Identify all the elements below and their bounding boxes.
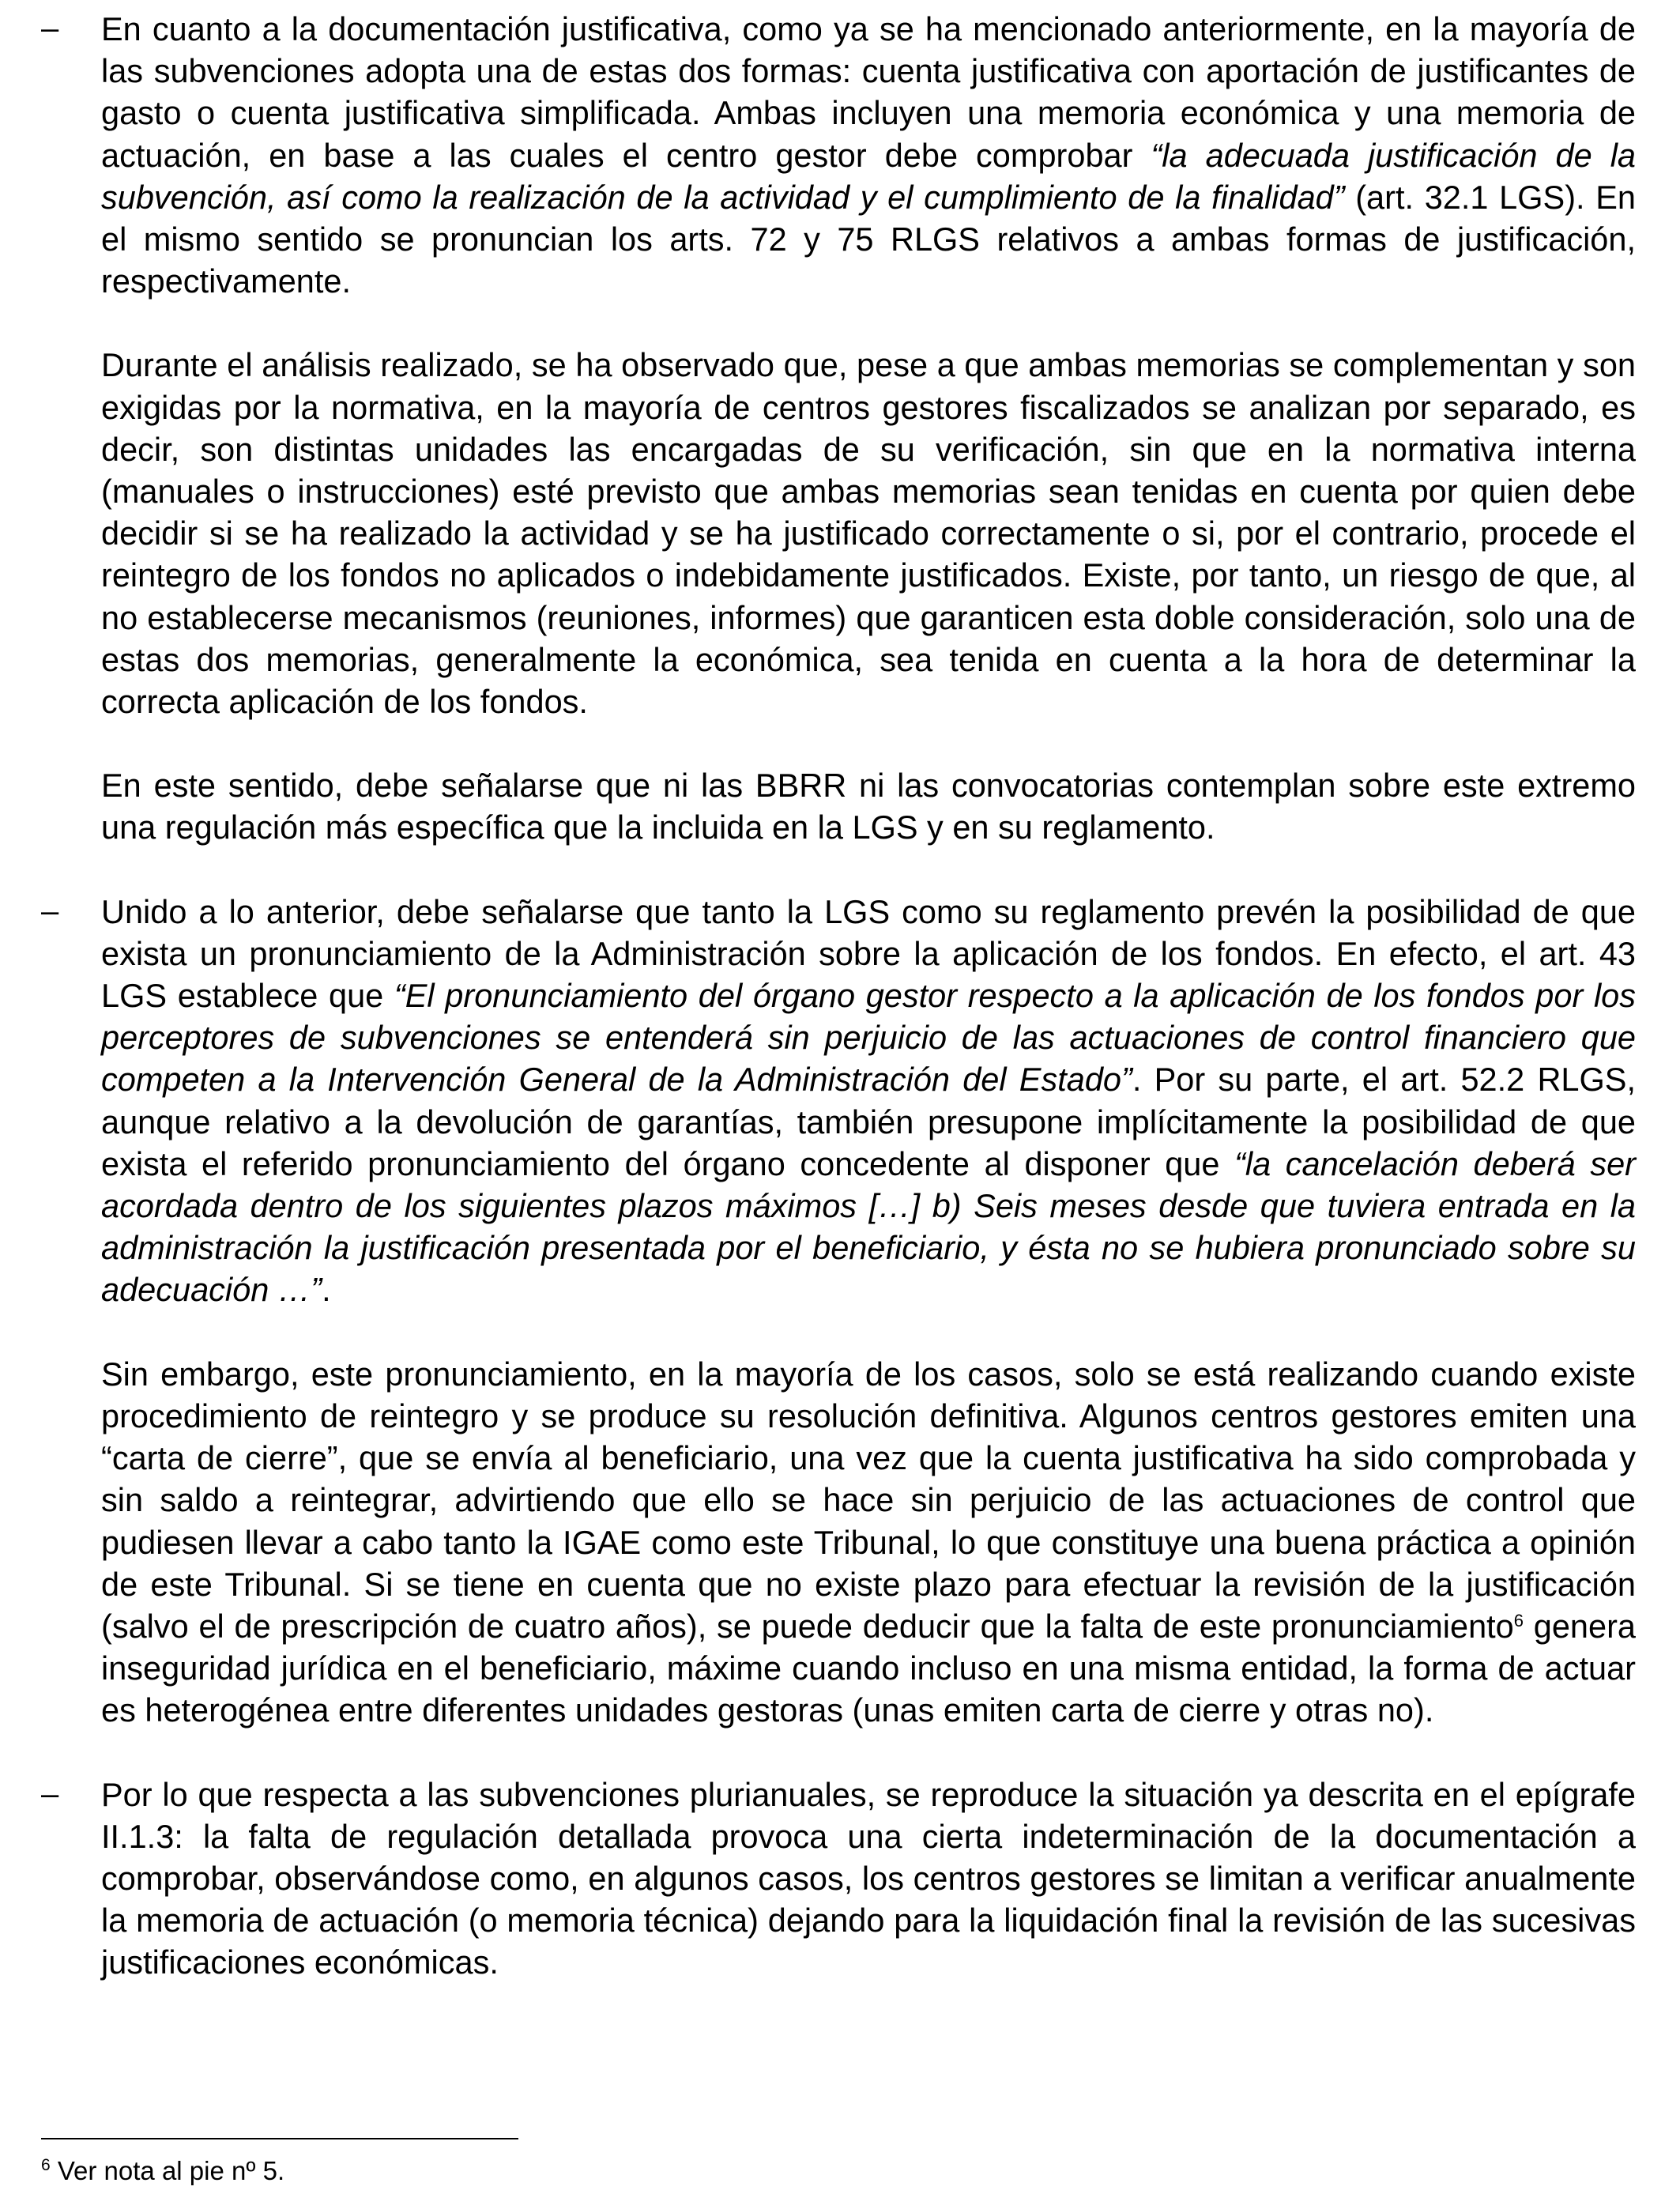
- paragraph: [101, 764, 1636, 848]
- text-run: genera inseguridad jurídica en el beneficiario, máxime cuando incluso en una misma entidad, la forma de actuar es heterogénea entre diferentes unidades gestoras (unas emiten carta de cierre y otras no).: [101, 1607, 1636, 1729]
- footnote: [41, 2155, 284, 2187]
- list-item: [41, 891, 1637, 1732]
- list-item: [41, 1774, 1636, 1984]
- paragraph: [101, 8, 1636, 302]
- text-run: Durante el análisis realizado, se ha observado que, pese a que ambas memorias se complementan y son exigidas por la normativa, en la mayoría de centros gestores fiscalizados se analizan por separado, es decir, son distintas unidades las encargadas de su verificación, sin que en la normativa interna (manuales o instrucciones) esté previsto que ambas memorias sean tenidas en cuenta por quien debe decidir si se ha realizado la actividad y se ha justificado correctamente o si, por el contrario, procede el reintegro de los fondos no aplicados o indebidamente justificados. Existe, por tanto, un riesgo de que, al no establecerse mecanismos (reuniones, informes) que garanticen esta doble consideración, solo una de estas dos memorias, generalmente la económica, sea tenida en cuenta a la hora de determinar la correcta aplicación de los fondos.: [101, 346, 1636, 721]
- italic-quote: “El pronunciamiento del órgano gestor respecto a la aplicación de los fondos por los perceptores de subvenciones se entenderá sin perjuicio de las actuaciones de control financiero que competen a la Intervención General de la Administración del Estado”: [101, 977, 1636, 1099]
- list-dash: –: [41, 893, 59, 929]
- text-run: Por lo que respecta a las subvenciones plurianuales, se reproduce la situación ya descrita en el epígrafe II.1.3: la falta de regulación detallada provoca una cierta indeterminación de la documentación a comprobar, observándose como, en algunos casos, los centros gestores se limitan a verificar anualmente la memoria de actuación (o memoria técnica) dejando para la liquidación final la revisión de las sucesivas justificaciones económicas.: [101, 1775, 1636, 1981]
- italic-quote: “la cancelación deberá ser acordada dentro de los siguientes plazos máximos […] b) Seis meses desde que tuviera entrada en la administración la justificación presentada por el beneficiario, y ésta no se hubiera pronunciado sobre su adecuación …”: [101, 1144, 1636, 1309]
- paragraph: [101, 1774, 1636, 1984]
- paragraph: [101, 891, 1636, 1311]
- text-run: Unido a lo anterior, debe señalarse que tanto la LGS como su reglamento prevén la posibilidad de que exista un pronunciamiento de la Administración sobre la aplicación de los fondos. En efecto, el art. 43 LGS establece que: [101, 892, 1636, 1015]
- footnote-reference: 6: [1513, 1610, 1524, 1630]
- footnote-separator: [41, 2138, 518, 2139]
- paragraph: [101, 1353, 1636, 1732]
- footnote-number: 6: [41, 2156, 51, 2174]
- italic-quote: “la adecuada justificación de la subvención, así como la realización de la actividad y el cumplimiento de la finalidad”: [101, 136, 1637, 216]
- text-run: (art. 32.1 LGS). En el mismo sentido se pronuncian los arts. 72 y 75 RLGS relativos a ambas formas de justificación, respectivamente.: [101, 178, 1636, 300]
- text-run: Sin embargo, este pronunciamiento, en la mayoría de los casos, solo se está realizando cuando existe procedimiento de reintegro y se produce su resolución definitiva. Algunos centros gestores emiten una “carta de cierre”, que se envía al beneficiario, una vez que la cuenta justificativa ha sido comprobada y sin saldo a reintegrar, advirtiendo que ello se hace sin perjuicio de las actuaciones de control que pudiesen llevar a cabo tanto la IGAE como este Tribunal, lo que constituye una buena práctica a opinión de este Tribunal. Si se tiene en cuenta que no existe plazo para efectuar la revisión de la justificación (salvo el de prescripción de cuatro años), se puede deducir que la falta de este pronunciamiento: [101, 1355, 1636, 1645]
- text-run: En cuanto a la documentación justificativa, como ya se ha mencionado anteriormente, en la mayoría de las subvenciones adopta una de estas dos formas: cuenta justificativa con aportación de justificantes de gasto o cuenta justificativa simplificada. Ambas incluyen una memoria económica y una memoria de actuación, en base a las cuales el centro gestor debe comprobar: [101, 10, 1636, 174]
- text-run: En este sentido, debe señalarse que ni las BBRR ni las convocatorias contemplan sobre este extremo una regulación más específica que la incluida en la LGS y en su reglamento.: [101, 767, 1636, 846]
- list-dash: –: [41, 1776, 59, 1811]
- footnote-text: Ver nota al pie nº 5.: [50, 2156, 285, 2185]
- document-body: [41, 8, 1637, 1984]
- paragraph: [101, 344, 1636, 722]
- list-item: [41, 8, 1637, 849]
- text-run: . Por su parte, el art. 52.2 RLGS, aunque relativo a la devolución de garantías, también presupone implícitamente la posibilidad de que exista el referido pronunciamiento del órgano concedente al disponer que: [101, 1061, 1637, 1182]
- text-run: .: [322, 1271, 331, 1309]
- list-dash: –: [41, 11, 59, 46]
